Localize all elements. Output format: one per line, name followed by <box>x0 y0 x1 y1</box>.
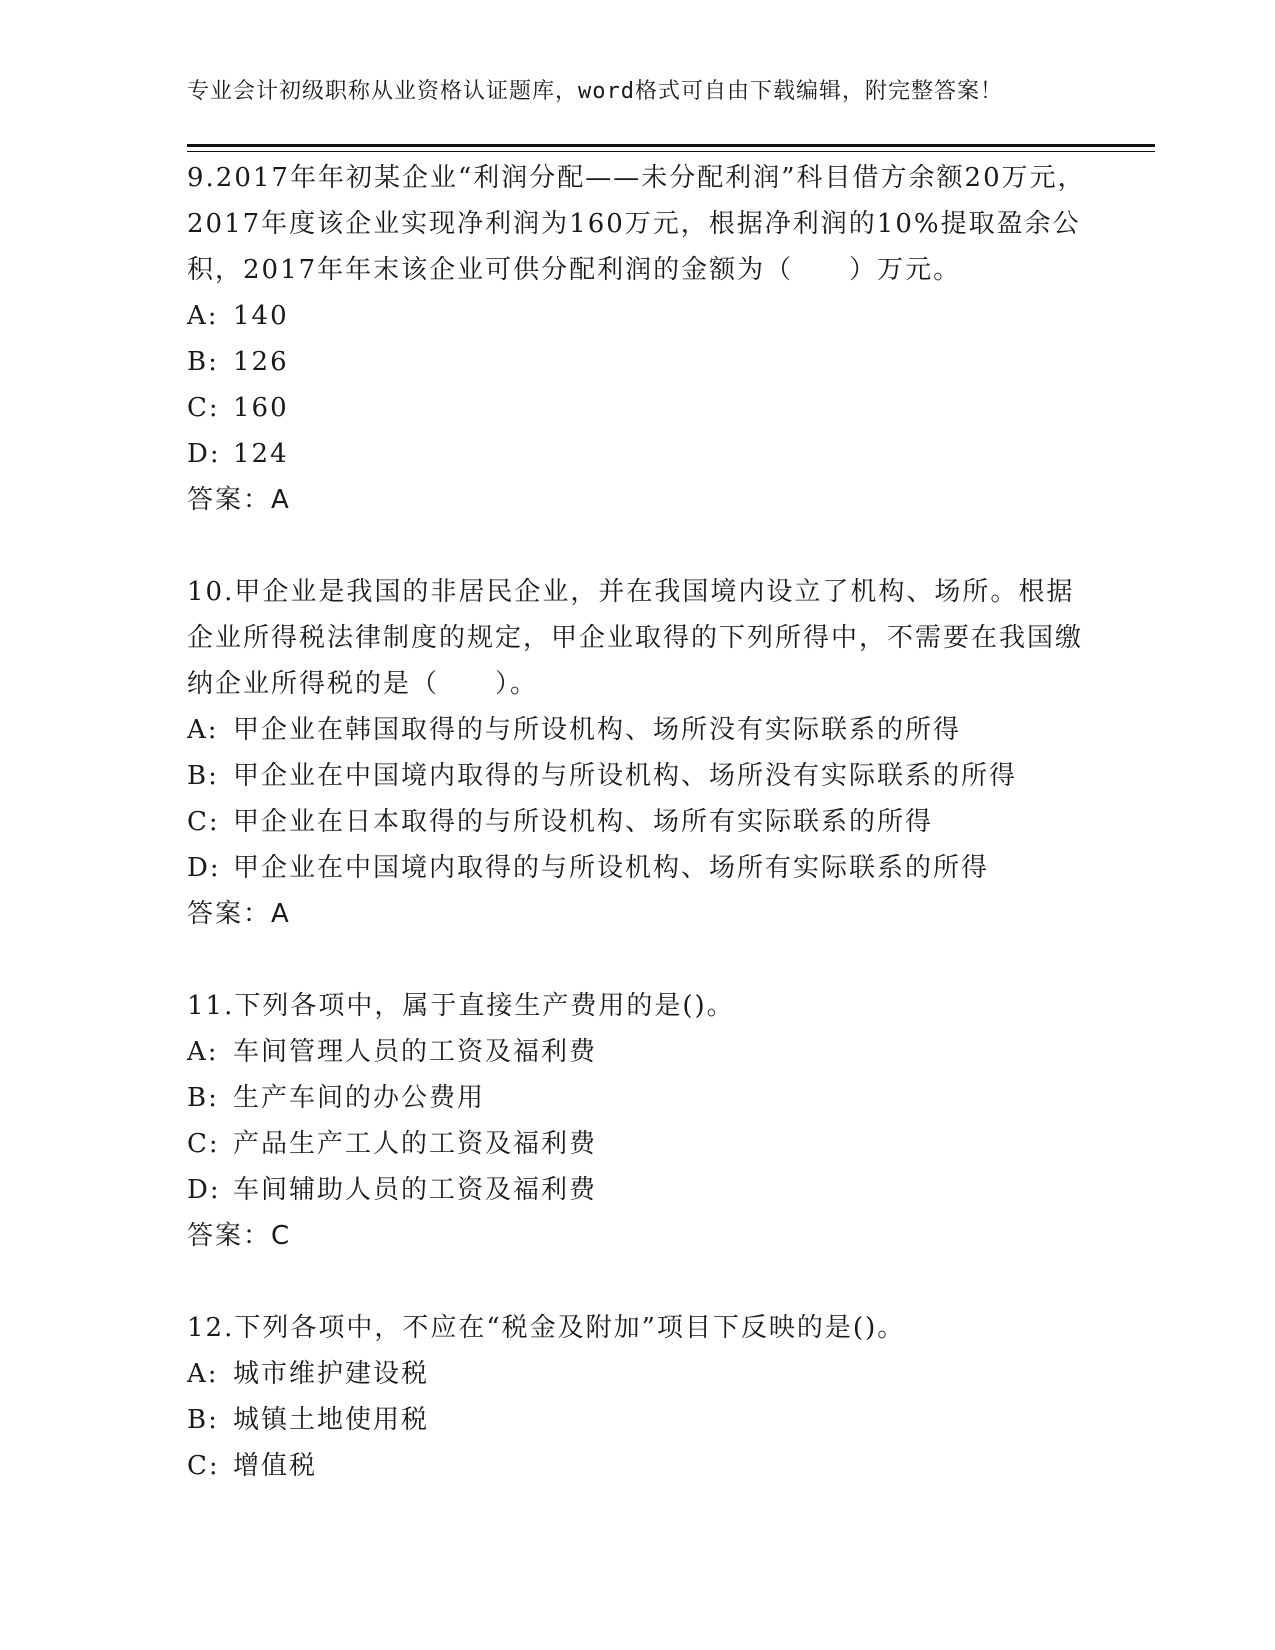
option-text: 产品生产工人的工资及福利费 <box>233 1129 598 1159</box>
option-text: 甲企业在中国境内取得的与所设机构、场所没有实际联系的所得 <box>233 761 1018 791</box>
page-header: 专业会计初级职称从业资格认证题库，word格式可自由下载编辑，附完整答案！ <box>187 79 1003 104</box>
option-c <box>187 1443 1087 1489</box>
option-d <box>187 431 1087 477</box>
spacer <box>187 937 1087 983</box>
option-letter: C: <box>187 1129 220 1159</box>
answer-line: 答案：A <box>187 485 291 515</box>
option-letter: A: <box>187 1359 219 1389</box>
option-letter: A: <box>187 301 219 331</box>
option-letter: D: <box>187 853 221 883</box>
option-a <box>187 707 1087 753</box>
spacer <box>187 523 1087 569</box>
option-c <box>187 799 1087 845</box>
option-text: 增值税 <box>233 1451 318 1481</box>
option-d <box>187 845 1087 891</box>
option-letter: C: <box>187 807 220 837</box>
question-9 <box>187 155 1087 523</box>
option-text: 甲企业在日本取得的与所设机构、场所有实际联系的所得 <box>233 807 934 837</box>
question-10 <box>187 569 1087 937</box>
option-a <box>187 1351 1087 1397</box>
option-letter: D: <box>187 439 221 469</box>
header-rule-thick <box>187 144 1155 147</box>
option-letter: B: <box>187 761 219 791</box>
option-letter: B: <box>187 1083 219 1113</box>
option-c <box>187 385 1087 431</box>
option-text: 甲企业在韩国取得的与所设机构、场所没有实际联系的所得 <box>233 715 962 745</box>
option-b <box>187 339 1087 385</box>
option-b <box>187 753 1087 799</box>
option-letter: C: <box>187 1451 220 1481</box>
question-12 <box>187 1305 1087 1489</box>
question-list <box>187 155 1087 1489</box>
option-text: 甲企业在中国境内取得的与所设机构、场所有实际联系的所得 <box>233 853 990 883</box>
option-c <box>187 1121 1087 1167</box>
question-11 <box>187 983 1087 1259</box>
option-text: 140 <box>233 301 289 331</box>
option-d <box>187 1167 1087 1213</box>
option-letter: A: <box>187 1037 219 1067</box>
option-letter: C: <box>187 393 220 423</box>
option-text: 160 <box>233 393 289 423</box>
option-letter: B: <box>187 347 219 377</box>
option-a <box>187 1029 1087 1075</box>
option-text: 车间管理人员的工资及福利费 <box>233 1037 598 1067</box>
option-b <box>187 1075 1087 1121</box>
question-stem: 10.甲企业是我国的非居民企业，并在我国境内设立了机构、场所。根据企业所得税法律制度的规定，甲企业取得的下列所得中，不需要在我国缴纳企业所得税的是（ ）。 <box>187 577 1084 699</box>
spacer <box>187 1259 1087 1305</box>
option-text: 生产车间的办公费用 <box>233 1083 486 1113</box>
question-stem: 11.下列各项中，属于直接生产费用的是()。 <box>187 991 735 1021</box>
option-letter: D: <box>187 1175 221 1205</box>
header-rule-thin <box>187 151 1155 152</box>
option-text: 124 <box>233 439 289 469</box>
option-a <box>187 293 1087 339</box>
option-b <box>187 1397 1087 1443</box>
question-stem: 9.2017年年初某企业“利润分配——未分配利润”科目借方余额20万元，2017年度该企业实现净利润为160万元，根据净利润的10%提取盈余公积，2017年年末该企业可供分配利润的金额为（ ）万元。 <box>187 163 1086 285</box>
answer-line: 答案：C <box>187 1221 292 1251</box>
option-text: 126 <box>233 347 289 377</box>
option-text: 城市维护建设税 <box>233 1359 430 1389</box>
option-text: 城镇土地使用税 <box>233 1405 430 1435</box>
option-letter: B: <box>187 1405 219 1435</box>
question-stem: 12.下列各项中，不应在“税金及附加”项目下反映的是()。 <box>187 1313 906 1343</box>
answer-line: 答案：A <box>187 899 291 929</box>
option-letter: A: <box>187 715 219 745</box>
option-text: 车间辅助人员的工资及福利费 <box>233 1175 598 1205</box>
